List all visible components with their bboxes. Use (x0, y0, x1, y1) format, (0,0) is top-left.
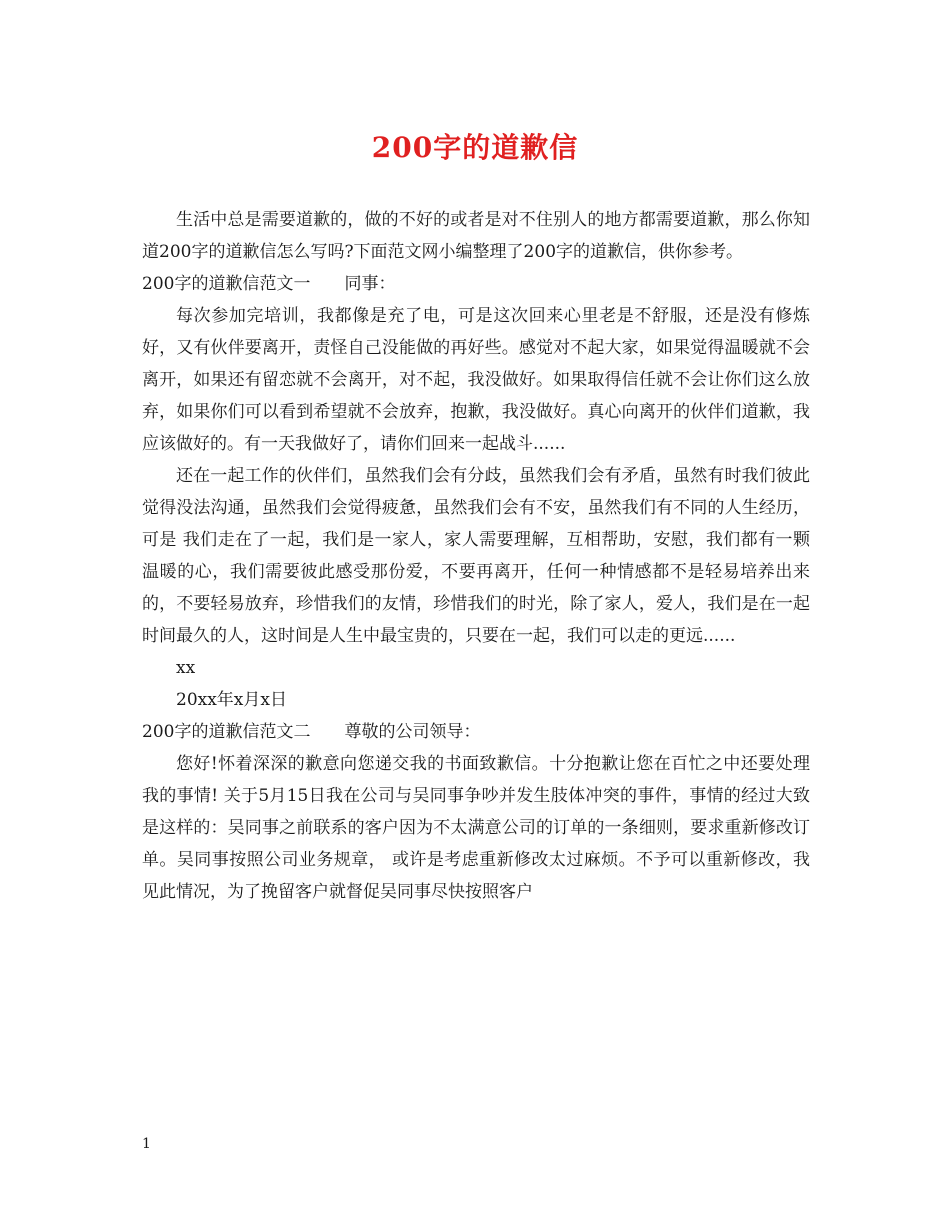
section2-paragraph-1: 您好!怀着深深的歉意向您递交我的书面致歉信。十分抱歉让您在百忙之中还要处理我的事情! 关于5月15日我在公司与吴同事争吵并发生肢体冲突的事件，事情的经过大致是这样的：吴同事之前联系的客户因为不太满意公司的订单的一条细则，要求重新修改订单。吴同事按照公司业务规章， 或许是考虑重新修改太过麻烦。不予可以重新修改，我见此情况，为了挽留客户就督促吴同事尽快按照客户 (142, 754, 810, 902)
intro-paragraph: 生活中总是需要道歉的，做的不好的或者是对不住别人的地方都需要道歉，那么你知道200字的道歉信怎么写吗?下面范文网小编整理了200字的道歉信，供你参考。 (142, 210, 810, 262)
section1-paragraph-2: 还在一起工作的伙伴们，虽然我们会有分歧，虽然我们会有矛盾，虽然有时我们彼此觉得没法沟通，虽然我们会觉得疲惫，虽然我们会有不安，虽然我们有不同的人生经历，可是 我们走在了一起，我们是一家人，家人需要理解，互相帮助，安慰，我们都有一颗温暖的心，我们需要彼此感受那份爱，不要再离开，任何一种情感都不是轻易培养出来的，不要轻易放弃，珍惜我们的友情，珍惜我们的时光，除了家人，爱人，我们是在一起时间最久的人，这时间是人生中最宝贵的，只要在一起，我们可以走的更远...... (142, 466, 810, 646)
section1-heading: 200字的道歉信范文一 同事： (142, 274, 396, 294)
document-body (142, 204, 810, 908)
section1-signature: xx (176, 658, 196, 678)
section2-heading: 200字的道歉信范文二 尊敬的公司领导： (142, 722, 481, 742)
section1-paragraph-1: 每次参加完培训，我都像是充了电，可是这次回来心里老是不舒服，还是没有修炼好，又有伙伴要离开，责怪自己没能做的再好些。感觉对不起大家，如果觉得温暖就不会离开，如果还有留恋就不会离开，对不起，我没做好。如果取得信任就不会让你们这么放弃，如果你们可以看到希望就不会放弃，抱歉，我没做好。真心向离开的伙伴们道歉，我应该做好的。有一天我做好了，请你们回来一起战斗...... (142, 306, 810, 454)
section1-date: 20xx年x月x日 (176, 690, 287, 710)
document-title: 200字的道歉信 (371, 131, 579, 164)
page-number: 1 (142, 1136, 151, 1152)
